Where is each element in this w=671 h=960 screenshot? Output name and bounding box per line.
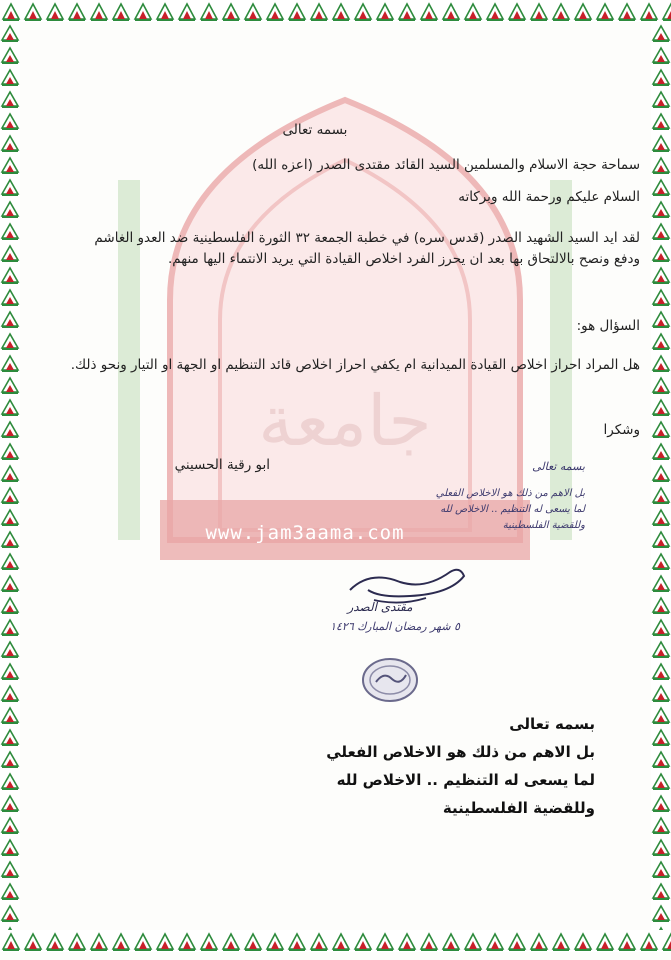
typed-reply [225,710,595,822]
handwritten-line: وللقضية الفلسطينية [502,520,585,531]
signature-name: مقتدى الصدر [347,600,413,614]
letter-sender: ابو رقية الحسيني [174,457,270,473]
letter-address: سماحة حجة الاسلام والمسلمين السيد القائد مقتدى الصدر (اعزه الله) [252,157,640,173]
typed-reply-line: وللقضية الفلسطينية [442,799,595,817]
handwritten-line: لما يسعى له التنظيم .. الاخلاص لله [440,504,585,515]
ornamental-border-left [0,22,20,930]
ornamental-border-top [0,0,671,22]
typed-reply-line: بل الاهم من ذلك هو الاخلاص الفعلي [326,743,595,761]
letter-body: لقد ايد السيد الشهيد الصدر (قدس سره) في خطبة الجمعة ٣٢ الثورة الفلسطينية ضد العدو الغاشم ودفع ونصح بالالتحاق بها بعد ان يحرز الفرد اخلاص القيادة التي يريد الانتماء اليها منهم. [94,230,640,267]
handwritten-line: بل الاهم من ذلك هو الاخلاص الفعلي [435,488,585,499]
typed-reply-basmala: بسمه تعالى [509,715,595,733]
handwritten-basmala: بسمه تعالى [532,460,585,473]
letter-thanks: وشكرا [603,422,640,438]
letter-basmala: بسمه تعالى [282,122,348,138]
typed-reply-line: لما يسعى له التنظيم .. الاخلاص لله [336,771,595,789]
ornamental-border-right [651,22,671,930]
watermark-url: www.jam3aama.com [205,522,405,544]
svg-text:جامعة: جامعة [258,380,432,462]
handwritten-date: ٥ شهر رمضان المبارك ١٤٢٦ [330,620,460,633]
letter-greeting: السلام عليكم ورحمة الله وبركاته [458,189,640,205]
seal-stamp-icon [360,655,420,705]
question-label: السؤال هو: [576,318,640,334]
handwritten-reply [390,486,585,534]
ornamental-border-bottom [0,930,671,952]
question-text: هل المراد احراز اخلاص القيادة الميدانية ام يكفي احراز اخلاص قائد التنظيم او الجهة او التيار ونحو ذلك. [70,357,640,373]
